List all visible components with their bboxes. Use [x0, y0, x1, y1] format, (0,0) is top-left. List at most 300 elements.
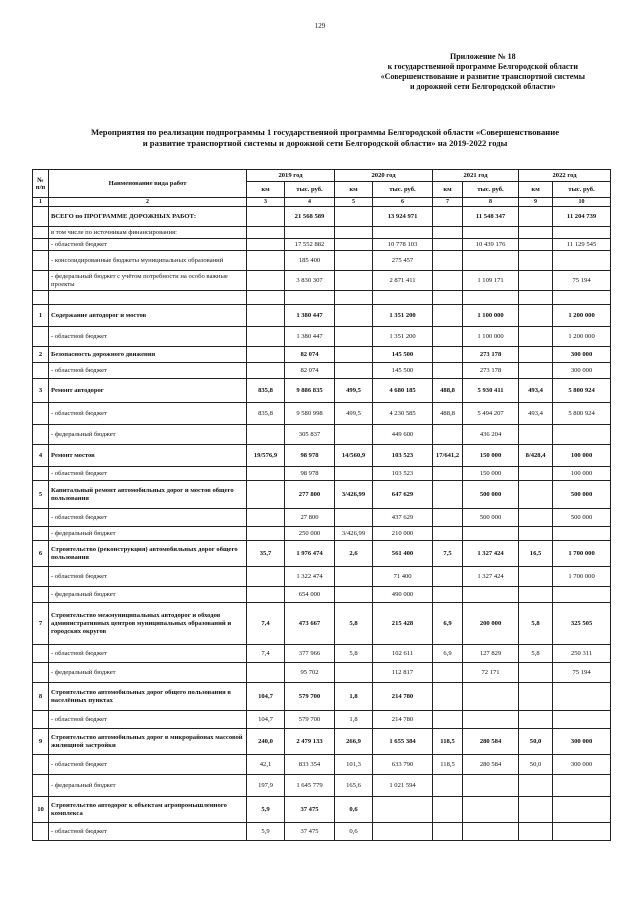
row-number — [33, 587, 49, 603]
cell-km — [433, 683, 463, 711]
cell-amount: 37 475 — [285, 823, 335, 841]
cell-km: 1,8 — [335, 711, 373, 729]
cell-amount: 300 000 — [553, 729, 611, 755]
cell-amount: 5 800 924 — [553, 379, 611, 403]
col-number: 1 — [33, 198, 49, 207]
cell-km — [247, 239, 285, 251]
cell-amount: 10 439 176 — [463, 239, 519, 251]
cell-amount: 500 000 — [463, 481, 519, 509]
table-row — [33, 755, 611, 775]
cell-amount: 210 000 — [373, 527, 433, 541]
work-type-name: Строительство автомобильных дорог общего пользования в населённых пунктах — [49, 683, 247, 711]
cell-km — [247, 363, 285, 379]
cell-km — [247, 509, 285, 527]
cell-amount: 1 021 594 — [373, 775, 433, 797]
cell-km — [433, 823, 463, 841]
cell-km — [519, 775, 553, 797]
table-row — [33, 729, 611, 755]
cell-km — [335, 467, 373, 481]
cell-km — [247, 467, 285, 481]
cell-amount: 98 978 — [285, 445, 335, 467]
table-row — [33, 711, 611, 729]
work-plan-table — [32, 169, 611, 841]
cell-km: 0,6 — [335, 823, 373, 841]
appendix-line: к государственной программе Белгородской области — [387, 62, 578, 71]
cell-amount: 579 700 — [285, 711, 335, 729]
work-type-name: в том числе по источникам финансирования: — [49, 227, 247, 239]
cell-km — [519, 251, 553, 271]
cell-amount — [373, 227, 433, 239]
header-unit-km: км — [335, 182, 373, 198]
cell-amount: 21 568 589 — [285, 207, 335, 227]
cell-km — [519, 797, 553, 823]
cell-km — [519, 207, 553, 227]
cell-km: 8/428,4 — [519, 445, 553, 467]
cell-km: 5,8 — [335, 603, 373, 645]
cell-km — [433, 327, 463, 347]
row-number — [33, 239, 49, 251]
cell-amount: 103 523 — [373, 467, 433, 481]
work-type-name: Строительство автомобильных дорог в микрорайонах массовой жилищной застройки — [49, 729, 247, 755]
cell-amount — [463, 823, 519, 841]
cell-amount — [553, 425, 611, 445]
table-row — [33, 363, 611, 379]
appendix-line: Приложение № 18 — [450, 52, 516, 61]
row-number — [33, 363, 49, 379]
appendix-line: и дорожной сети Белгородской области» — [409, 82, 556, 91]
header-unit-rub: тыс. руб. — [285, 182, 335, 198]
cell-amount: 561 400 — [373, 541, 433, 567]
cell-amount: 1 109 171 — [463, 271, 519, 291]
cell-km: 3/426,99 — [335, 527, 373, 541]
cell-amount: 275 457 — [373, 251, 433, 271]
cell-amount: 11 548 347 — [463, 207, 519, 227]
row-number — [33, 425, 49, 445]
cell-amount: 17 552 882 — [285, 239, 335, 251]
cell-amount: 11 129 545 — [553, 239, 611, 251]
cell-amount: 647 629 — [373, 481, 433, 509]
cell-amount: 250 000 — [285, 527, 335, 541]
cell-amount: 72 171 — [463, 663, 519, 683]
cell-km — [335, 347, 373, 363]
col-number: 4 — [285, 198, 335, 207]
cell-amount: 305 837 — [285, 425, 335, 445]
work-type-name: - областной бюджет — [49, 755, 247, 775]
cell-km — [433, 227, 463, 239]
cell-amount: 633 790 — [373, 755, 433, 775]
cell-km — [335, 207, 373, 227]
cell-amount: 833 354 — [285, 755, 335, 775]
cell-amount: 250 311 — [553, 645, 611, 663]
appendix-block — [381, 52, 585, 92]
cell-km — [433, 663, 463, 683]
work-type-name: ВСЕГО по ПРОГРАММЕ ДОРОЖНЫХ РАБОТ: — [49, 207, 247, 227]
row-number — [33, 271, 49, 291]
row-number — [33, 467, 49, 481]
table-row — [33, 467, 611, 481]
cell-km — [519, 567, 553, 587]
cell-km: 2,6 — [335, 541, 373, 567]
cell-amount: 490 000 — [373, 587, 433, 603]
table-body — [33, 207, 611, 841]
cell-amount: 500 000 — [553, 509, 611, 527]
table-row — [33, 683, 611, 711]
cell-amount: 145 500 — [373, 363, 433, 379]
cell-km — [335, 587, 373, 603]
work-type-name: - областной бюджет — [49, 403, 247, 425]
cell-amount: 2 479 133 — [285, 729, 335, 755]
work-type-name: Ремонт мостов — [49, 445, 247, 467]
row-number — [33, 227, 49, 239]
cell-amount: 654 000 — [285, 587, 335, 603]
cell-amount — [553, 797, 611, 823]
cell-km — [247, 481, 285, 509]
cell-km — [335, 327, 373, 347]
cell-amount: 214 780 — [373, 711, 433, 729]
work-type-name: Строительство межмуниципальных автодорог и обходов административных центров муниципальных образований и городских округов — [49, 603, 247, 645]
title-line: Мероприятия по реализации подпрограммы 1 государственной программы Белгородской области «Совершенствование — [90, 127, 560, 137]
cell-amount: 1 200 000 — [553, 305, 611, 327]
work-type-name: - федеральный бюджет с учётом потребности на особо важные проекты — [49, 271, 247, 291]
cell-km — [519, 227, 553, 239]
cell-amount: 300 000 — [553, 363, 611, 379]
cell-km: 5,8 — [519, 645, 553, 663]
cell-amount: 3 830 307 — [285, 271, 335, 291]
work-type-name: Содержание автодорог и мостов — [49, 305, 247, 327]
cell-amount: 436 204 — [463, 425, 519, 445]
cell-km — [519, 239, 553, 251]
cell-km — [247, 271, 285, 291]
work-type-name: - областной бюджет — [49, 509, 247, 527]
work-type-name: - областной бюджет — [49, 467, 247, 481]
cell-km — [519, 663, 553, 683]
work-type-name: - федеральный бюджет — [49, 527, 247, 541]
row-number: 2 — [33, 347, 49, 363]
work-type-name: Ремонт автодорог — [49, 379, 247, 403]
cell-km: 42,1 — [247, 755, 285, 775]
cell-amount: 1 976 474 — [285, 541, 335, 567]
cell-amount: 150 000 — [463, 445, 519, 467]
cell-km — [247, 425, 285, 445]
cell-km — [247, 227, 285, 239]
table-row — [33, 527, 611, 541]
work-type-name: - областной бюджет — [49, 327, 247, 347]
cell-km — [519, 711, 553, 729]
cell-amount: 1 200 000 — [553, 327, 611, 347]
work-type-name: - федеральный бюджет — [49, 425, 247, 445]
row-number: 5 — [33, 481, 49, 509]
cell-amount — [373, 823, 433, 841]
cell-km — [335, 291, 373, 305]
row-number — [33, 327, 49, 347]
cell-km: 5,9 — [247, 797, 285, 823]
cell-amount: 280 584 — [463, 729, 519, 755]
cell-amount — [553, 587, 611, 603]
row-number — [33, 527, 49, 541]
cell-km — [519, 347, 553, 363]
row-number: 3 — [33, 379, 49, 403]
cell-km: 16,5 — [519, 541, 553, 567]
cell-amount: 214 780 — [373, 683, 433, 711]
cell-amount: 103 523 — [373, 445, 433, 467]
cell-amount: 215 428 — [373, 603, 433, 645]
cell-km — [519, 291, 553, 305]
cell-km: 493,4 — [519, 403, 553, 425]
work-type-name: - областной бюджет — [49, 363, 247, 379]
row-number — [33, 663, 49, 683]
cell-km — [335, 251, 373, 271]
cell-amount: 300 000 — [553, 347, 611, 363]
cell-km: 7,5 — [433, 541, 463, 567]
table-row — [33, 347, 611, 363]
cell-amount: 1 100 000 — [463, 327, 519, 347]
table-row — [33, 567, 611, 587]
header-unit-rub: тыс. руб. — [553, 182, 611, 198]
work-type-name: - областной бюджет — [49, 239, 247, 251]
table-row — [33, 403, 611, 425]
cell-amount: 9 886 835 — [285, 379, 335, 403]
cell-amount: 473 667 — [285, 603, 335, 645]
cell-amount: 102 611 — [373, 645, 433, 663]
cell-amount: 1 700 000 — [553, 541, 611, 567]
cell-amount: 277 800 — [285, 481, 335, 509]
cell-km: 14/560,9 — [335, 445, 373, 467]
table-row — [33, 445, 611, 467]
document-title — [40, 127, 610, 149]
cell-km — [519, 425, 553, 445]
cell-amount: 98 978 — [285, 467, 335, 481]
cell-amount: 273 178 — [463, 363, 519, 379]
cell-amount: 10 778 103 — [373, 239, 433, 251]
cell-amount — [285, 227, 335, 239]
cell-amount — [463, 527, 519, 541]
cell-amount: 1 655 384 — [373, 729, 433, 755]
cell-km — [247, 291, 285, 305]
cell-km: 3/426,99 — [335, 481, 373, 509]
col-number: 9 — [519, 198, 553, 207]
cell-amount: 95 702 — [285, 663, 335, 683]
header-year-2020: 2020 год — [335, 170, 433, 182]
cell-km: 17/641,2 — [433, 445, 463, 467]
cell-amount: 437 629 — [373, 509, 433, 527]
cell-km — [433, 467, 463, 481]
cell-km: 50,0 — [519, 729, 553, 755]
row-number — [33, 403, 49, 425]
cell-km — [433, 711, 463, 729]
table-row — [33, 823, 611, 841]
col-number: 6 — [373, 198, 433, 207]
header-unit-km: км — [519, 182, 553, 198]
cell-km — [519, 823, 553, 841]
cell-km — [519, 527, 553, 541]
cell-km — [433, 305, 463, 327]
table-row — [33, 227, 611, 239]
cell-km — [247, 305, 285, 327]
col-number: 10 — [553, 198, 611, 207]
cell-km: 104,7 — [247, 711, 285, 729]
work-type-name: Строительство (реконструкция) автомобильных дорог общего пользования — [49, 541, 247, 567]
cell-amount: 37 475 — [285, 797, 335, 823]
cell-km: 0,6 — [335, 797, 373, 823]
cell-amount: 1 327 424 — [463, 567, 519, 587]
row-number: 4 — [33, 445, 49, 467]
appendix-line: «Совершенствование и развитие транспортной системы — [380, 72, 585, 81]
row-number: 7 — [33, 603, 49, 645]
cell-amount — [553, 711, 611, 729]
cell-amount: 5 800 924 — [553, 403, 611, 425]
col-number: 7 — [433, 198, 463, 207]
row-number — [33, 251, 49, 271]
cell-km — [247, 251, 285, 271]
cell-amount: 11 204 739 — [553, 207, 611, 227]
cell-amount: 100 000 — [553, 445, 611, 467]
header-year-2021: 2021 год — [433, 170, 519, 182]
table-row — [33, 645, 611, 663]
cell-amount: 200 000 — [463, 603, 519, 645]
cell-km — [335, 271, 373, 291]
header-unit-km: км — [247, 182, 285, 198]
row-number — [33, 567, 49, 587]
cell-km — [433, 425, 463, 445]
cell-amount: 1 327 424 — [463, 541, 519, 567]
cell-amount — [553, 527, 611, 541]
cell-km — [433, 347, 463, 363]
cell-amount: 500 000 — [463, 509, 519, 527]
cell-km — [433, 271, 463, 291]
cell-amount — [553, 227, 611, 239]
cell-km — [433, 509, 463, 527]
row-number — [33, 775, 49, 797]
cell-amount: 300 000 — [553, 755, 611, 775]
row-number: 9 — [33, 729, 49, 755]
cell-km — [519, 467, 553, 481]
work-type-name — [49, 291, 247, 305]
cell-amount: 325 505 — [553, 603, 611, 645]
cell-km — [335, 239, 373, 251]
cell-km: 835,8 — [247, 379, 285, 403]
cell-amount — [285, 291, 335, 305]
table-row — [33, 291, 611, 305]
cell-amount: 127 829 — [463, 645, 519, 663]
cell-km — [335, 663, 373, 683]
work-type-name: Безопасность дорожного движения — [49, 347, 247, 363]
cell-km — [247, 347, 285, 363]
cell-km — [519, 509, 553, 527]
cell-km: 19/576,9 — [247, 445, 285, 467]
cell-amount: 4 680 185 — [373, 379, 433, 403]
work-type-name: - федеральный бюджет — [49, 775, 247, 797]
table-row — [33, 481, 611, 509]
cell-km — [519, 363, 553, 379]
cell-km: 5,9 — [247, 823, 285, 841]
row-number — [33, 207, 49, 227]
cell-km — [433, 527, 463, 541]
work-type-name: - федеральный бюджет — [49, 587, 247, 603]
cell-km — [519, 481, 553, 509]
cell-km — [247, 527, 285, 541]
cell-amount — [463, 711, 519, 729]
row-number: 8 — [33, 683, 49, 711]
title-line: и развитие транспортной системы и дорожной сети Белгородской области» на 2019-2022 годы — [142, 138, 508, 148]
cell-km — [519, 327, 553, 347]
cell-amount: 27 800 — [285, 509, 335, 527]
row-number: 6 — [33, 541, 49, 567]
table-row — [33, 541, 611, 567]
cell-amount: 500 000 — [553, 481, 611, 509]
cell-amount: 273 178 — [463, 347, 519, 363]
cell-km — [519, 587, 553, 603]
cell-km: 493,4 — [519, 379, 553, 403]
cell-amount: 75 194 — [553, 271, 611, 291]
cell-km — [433, 481, 463, 509]
table-row — [33, 305, 611, 327]
cell-amount — [553, 823, 611, 841]
table-row — [33, 271, 611, 291]
row-number — [33, 823, 49, 841]
cell-km — [433, 567, 463, 587]
table-row — [33, 207, 611, 227]
cell-amount: 1 380 447 — [285, 327, 335, 347]
cell-km — [335, 567, 373, 587]
cell-amount: 1 700 000 — [553, 567, 611, 587]
cell-amount — [463, 775, 519, 797]
table-row — [33, 587, 611, 603]
cell-amount — [463, 797, 519, 823]
work-type-name: - областной бюджет — [49, 645, 247, 663]
work-type-name: - федеральный бюджет — [49, 663, 247, 683]
cell-km: 499,5 — [335, 379, 373, 403]
cell-amount: 71 400 — [373, 567, 433, 587]
table-row — [33, 379, 611, 403]
cell-km — [433, 291, 463, 305]
cell-km: 488,8 — [433, 403, 463, 425]
cell-km — [433, 587, 463, 603]
cell-km — [247, 663, 285, 683]
cell-amount: 1 380 447 — [285, 305, 335, 327]
cell-km: 104,7 — [247, 683, 285, 711]
cell-amount: 4 230 585 — [373, 403, 433, 425]
cell-amount: 5 930 411 — [463, 379, 519, 403]
cell-km: 266,9 — [335, 729, 373, 755]
row-number — [33, 711, 49, 729]
work-type-name: Капитальный ремонт автомобильных дорог и мостов общего пользования — [49, 481, 247, 509]
cell-amount: 280 584 — [463, 755, 519, 775]
row-number: 10 — [33, 797, 49, 823]
table-row — [33, 797, 611, 823]
cell-amount: 185 400 — [285, 251, 335, 271]
cell-amount — [463, 291, 519, 305]
cell-km: 240,0 — [247, 729, 285, 755]
cell-amount: 13 924 971 — [373, 207, 433, 227]
cell-amount: 9 580 998 — [285, 403, 335, 425]
table-row — [33, 603, 611, 645]
cell-amount: 82 074 — [285, 347, 335, 363]
cell-amount — [463, 587, 519, 603]
work-type-name: - областной бюджет — [49, 711, 247, 729]
cell-km: 118,5 — [433, 729, 463, 755]
cell-km: 50,0 — [519, 755, 553, 775]
cell-amount: 1 645 779 — [285, 775, 335, 797]
cell-amount: 150 000 — [463, 467, 519, 481]
cell-km — [335, 363, 373, 379]
table-row — [33, 425, 611, 445]
cell-km: 35,7 — [247, 541, 285, 567]
cell-km: 197,9 — [247, 775, 285, 797]
work-type-name: - областной бюджет — [49, 567, 247, 587]
cell-km: 101,3 — [335, 755, 373, 775]
cell-km — [433, 207, 463, 227]
cell-km — [519, 305, 553, 327]
